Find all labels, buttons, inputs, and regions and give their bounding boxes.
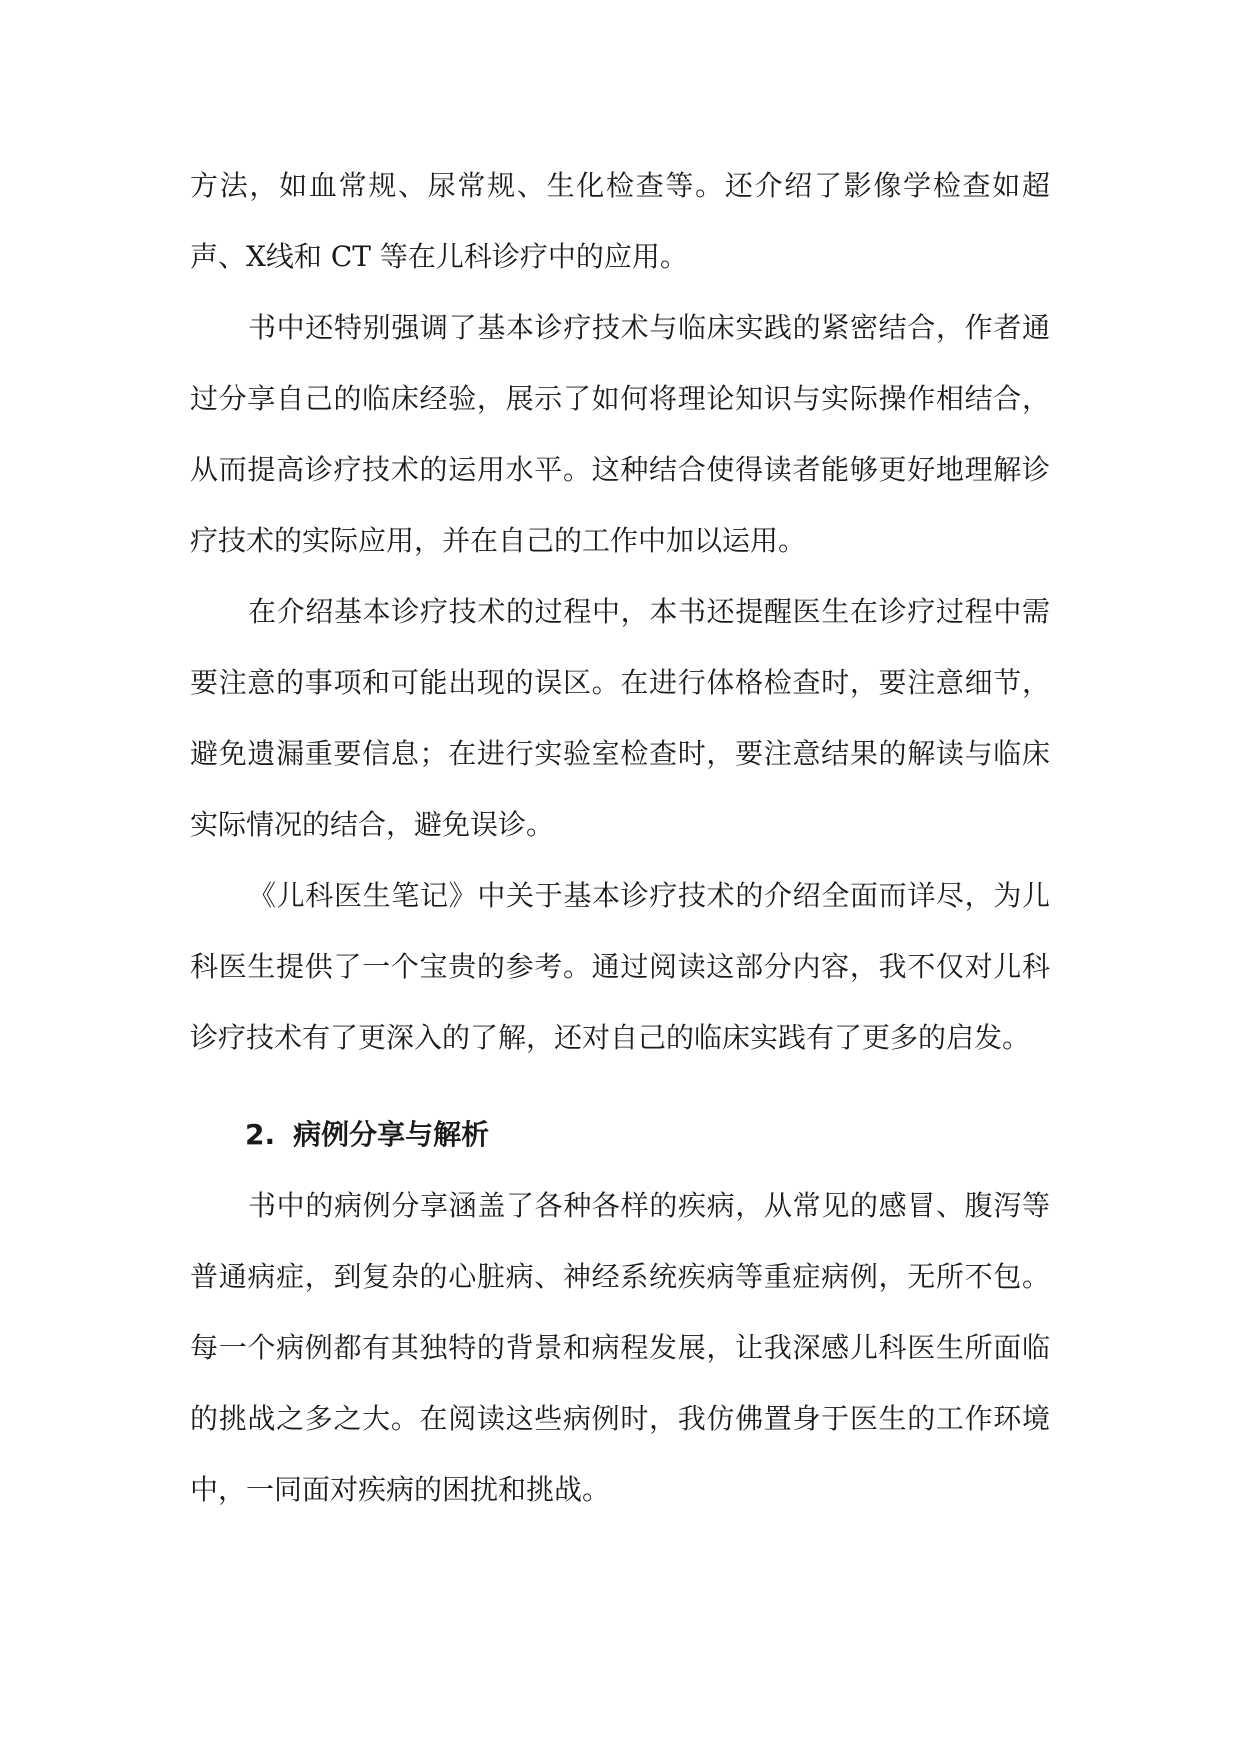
paragraph-clinical-practice: 书中还特别强调了基本诊疗技术与临床实践的紧密结合，作者通过分享自己的临床经验，展示了如何将理论知识与实际操作相结合，从而提高诊疗技术的运用水平。这种结合使得读者能够更好地理解诊疗技术的实际应用，并在自己的工作中加以运用。	[190, 311, 1050, 557]
section-title: 病例分享与解析	[293, 1118, 490, 1151]
section-heading	[190, 1099, 1050, 1170]
section-number: 2.	[245, 1118, 276, 1151]
paragraph-case-sharing: 书中的病例分享涵盖了各种各样的疾病，从常见的感冒、腹泻等普通病症，到复杂的心脏病、神经系统疾病等重症病例，无所不包。每一个病例都有其独特的背景和病程发展，让我深感儿科医生所面临的挑战之多之大。在阅读这些病例时，我仿佛置身于医生的工作环境中，一同面对疾病的困扰和挑战。	[190, 1189, 1050, 1506]
paragraph-diagnostic-methods: 方法，如血常规、尿常规、生化检查等。还介绍了影像学检查如超声、X线和 CT 等在儿科诊疗中的应用。	[190, 169, 1050, 273]
document-body	[190, 150, 1050, 1525]
paragraph-book-summary: 《儿科医生笔记》中关于基本诊疗技术的介绍全面而详尽，为儿科医生提供了一个宝贵的参考。通过阅读这部分内容，我不仅对儿科诊疗技术有了更深入的了解，还对自己的临床实践有了更多的启发。	[190, 879, 1050, 1054]
paragraph-precautions: 在介绍基本诊疗技术的过程中，本书还提醒医生在诊疗过程中需要注意的事项和可能出现的误区。在进行体格检查时，要注意细节，避免遗漏重要信息；在进行实验室检查时，要注意结果的解读与临床实际情况的结合，避免误诊。	[190, 595, 1050, 841]
